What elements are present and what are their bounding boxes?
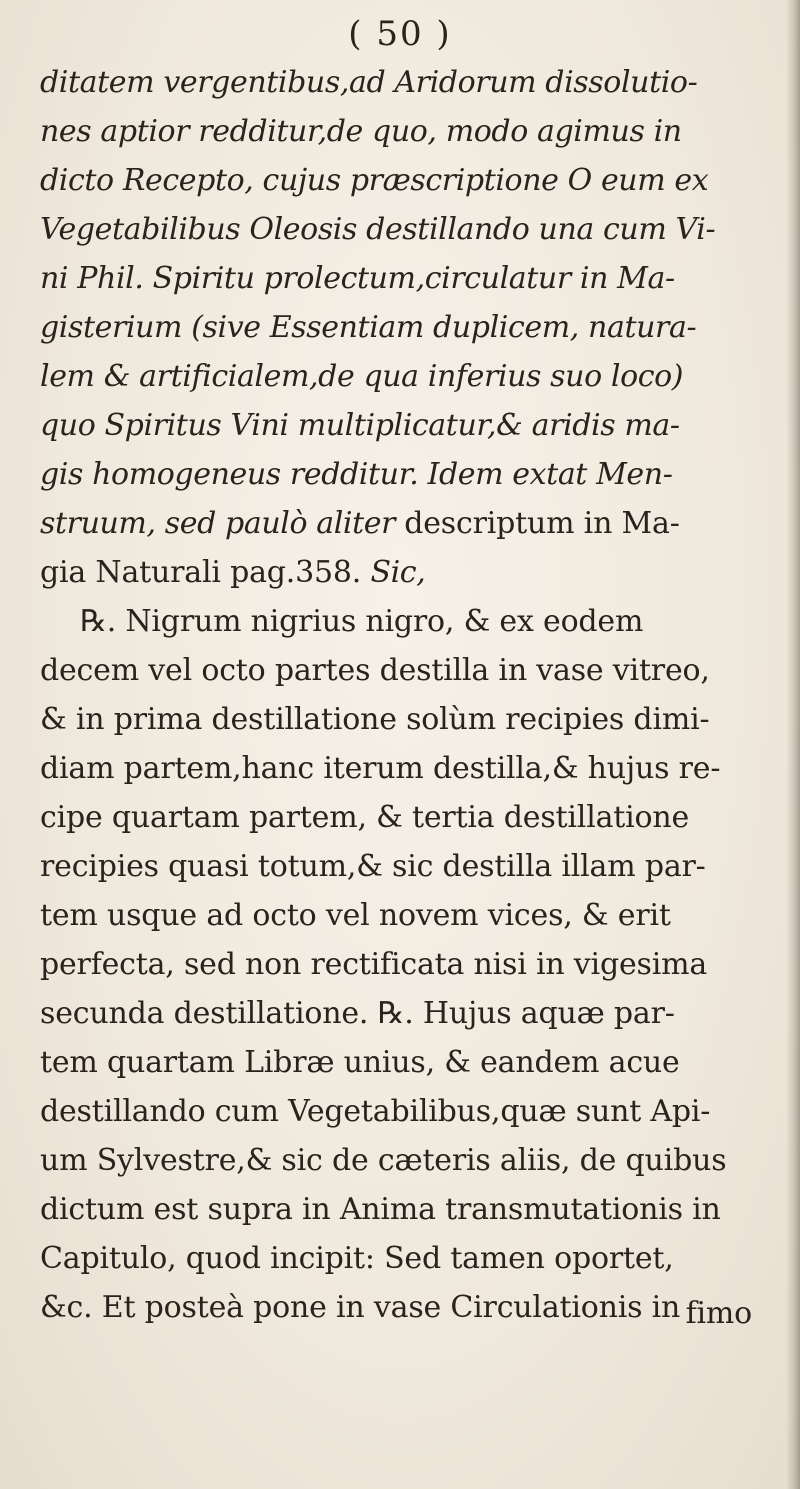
text-line: &c. Et posteà pone in vase Circulationis in — [40, 1290, 681, 1325]
text-line: tem usque ad octo vel novem vices, & erit — [40, 898, 671, 933]
text-line-roman-part: descriptum in Ma- — [404, 506, 680, 541]
text-line: & in prima destillatione solùm recipies dimi- — [40, 702, 710, 737]
text-line: secunda destillatione. ℞. Hujus aquæ par- — [40, 996, 675, 1031]
text-line: destillando cum Vegetabilibus,quæ sunt Api- — [40, 1094, 711, 1129]
text-line: ni Phil. Spiritu prolectum,circulatur in Ma- — [40, 261, 675, 296]
page-edge-shadow — [786, 0, 800, 1489]
page-number: ( 50 ) — [348, 14, 452, 54]
text-line: tem quartam Libræ unius, & eandem acue — [40, 1045, 680, 1080]
text-line: cipe quartam partem, & tertia destillatione — [40, 800, 690, 835]
text-line: lem & artificialem,de qua inferius suo loco) — [40, 359, 684, 394]
text-line: quo Spiritus Vini multiplicatur,& aridis ma- — [40, 408, 680, 443]
text-line: perfecta, sed non rectificata nisi in vigesima — [40, 947, 708, 982]
text-line: recipies quasi totum,& sic destilla illam par- — [40, 849, 706, 884]
text-line-italic-part: Sic, — [370, 555, 426, 590]
text-line — [40, 548, 772, 597]
text-line: dicto Recepto, cujus præscriptione O eum ex — [40, 163, 709, 198]
text-line — [40, 499, 772, 548]
text-line: Vegetabilibus Oleosis destillando una cum Vi- — [40, 212, 716, 247]
text-line: ditatem vergentibus,ad Aridorum dissolutio- — [40, 65, 698, 100]
text-line: gisterium (sive Essentiam duplicem, natura- — [40, 310, 697, 345]
text-line: ℞. Nigrum nigrius nigro, & ex eodem — [80, 604, 644, 639]
text-line: dictum est supra in Anima transmutationis in — [40, 1192, 721, 1227]
text-block — [40, 58, 772, 1332]
text-line: diam partem,hanc iterum destilla,& hujus re- — [40, 751, 721, 786]
text-line: decem vel octo partes destilla in vase vitreo, — [40, 653, 710, 688]
text-line: gis homogeneus redditur. Idem extat Men- — [40, 457, 673, 492]
text-line: nes aptior redditur,de quo, modo agimus in — [40, 114, 682, 149]
text-line-italic-part: struum, sed paulò aliter — [40, 506, 405, 541]
text-line: Capitulo, quod incipit: Sed tamen oportet, — [40, 1241, 674, 1276]
text-line-roman-part: gia Naturali pag.358. — [40, 555, 371, 590]
text-line: um Sylvestre,& sic de cæteris aliis, de quibus — [40, 1143, 727, 1178]
catchword: fimo — [685, 1296, 752, 1331]
